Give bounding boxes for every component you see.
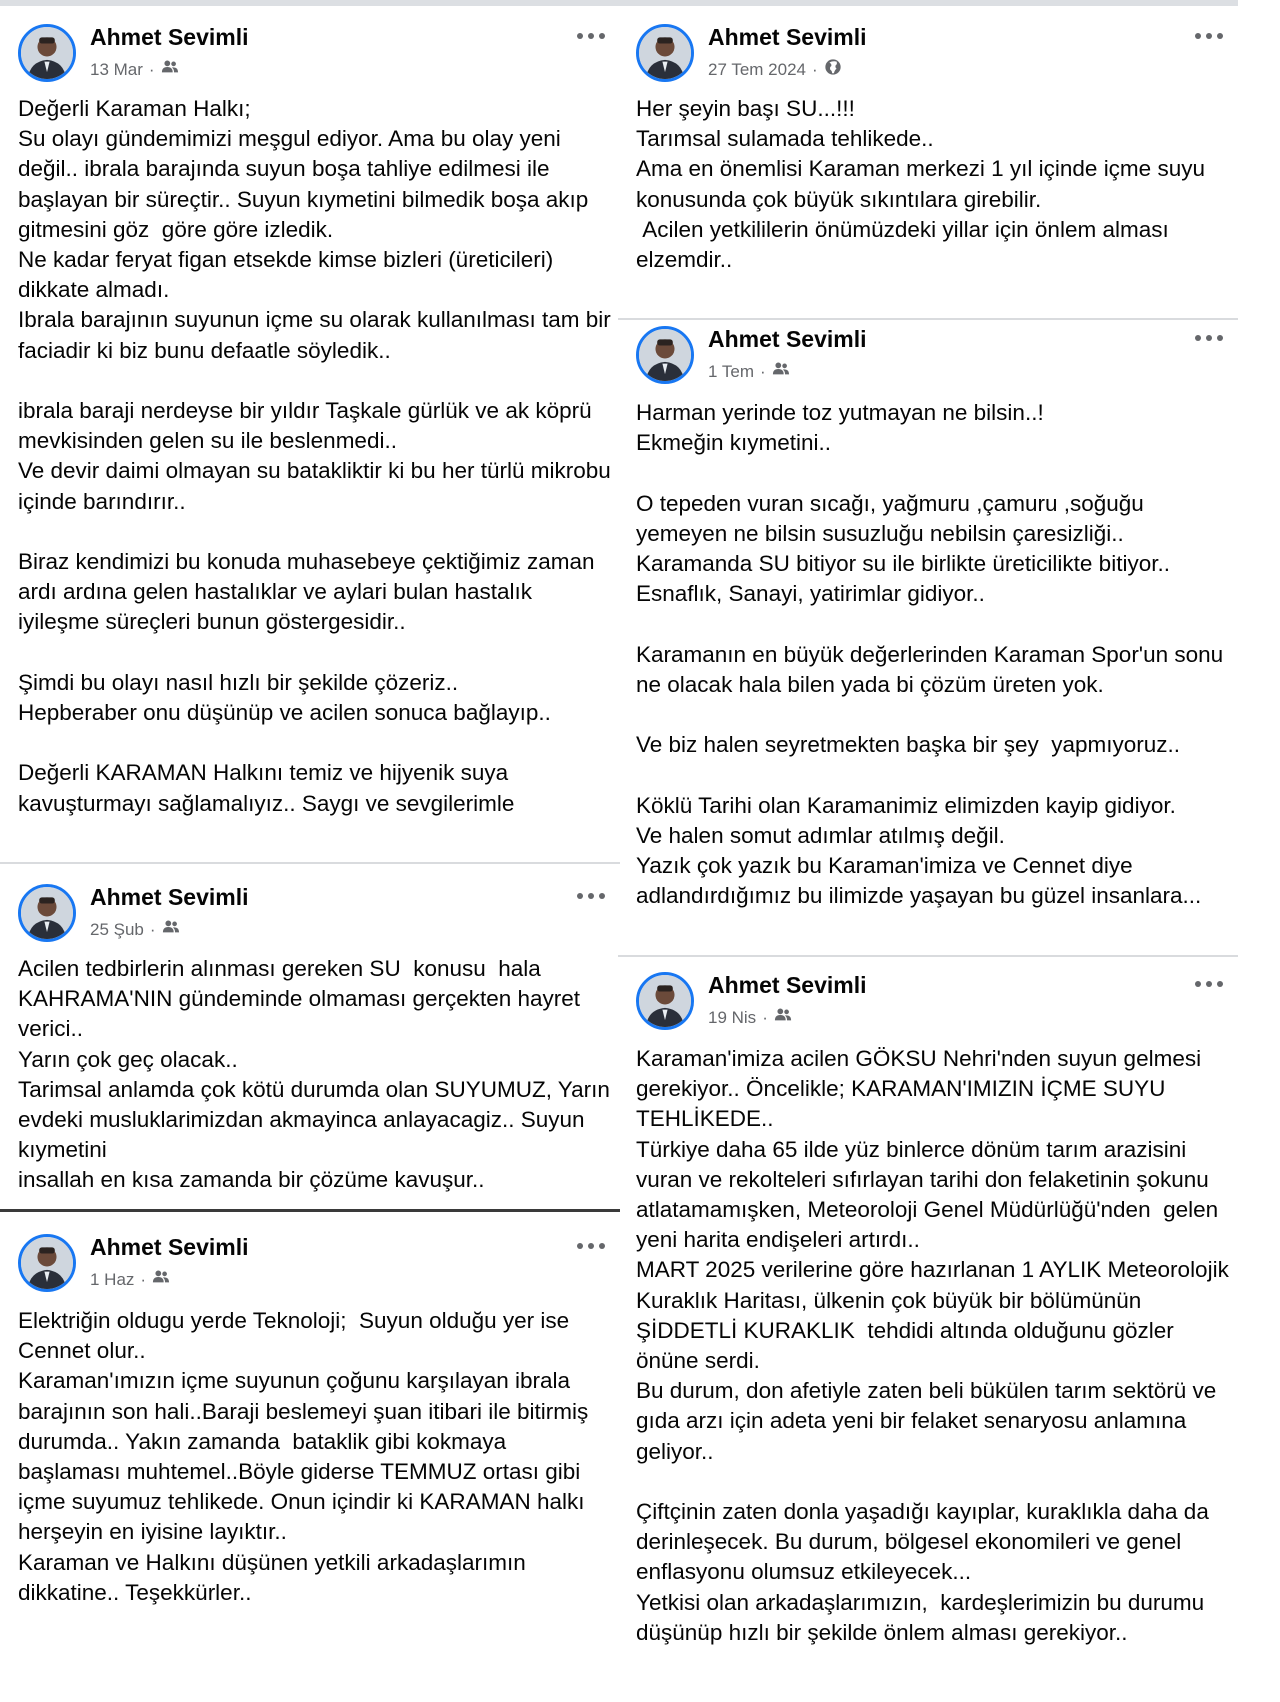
more-options-icon[interactable]	[574, 884, 608, 908]
post-date[interactable]: 27 Tem 2024	[708, 59, 806, 79]
post-card	[618, 302, 1238, 952]
author-name[interactable]: Ahmet Sevimli	[708, 972, 867, 998]
friends-icon	[161, 58, 179, 81]
post-meta: 13 Mar ·	[90, 58, 179, 81]
author-name[interactable]: Ahmet Sevimli	[708, 24, 867, 50]
friends-icon	[772, 360, 790, 383]
post-meta: 1 Tem ·	[708, 360, 790, 383]
post-meta: 25 Şub ·	[90, 918, 180, 941]
author-name[interactable]: Ahmet Sevimli	[90, 884, 249, 910]
post-text: Değerli Karaman Halkı; Su olayı gündemimizi meşgul ediyor. Ama bu olay yeni değil.. ibrala barajında suyun boşa tahliye edilmesi ile başlayan bir süreçtir.. Suyun kıymetini bilmedik boşa akıp gitmesini göz göre göre izledik. Ne kadar feryat figan etsekde kimse bizleri (üreticileri) dikkate almadı. Ibrala barajının suyunun içme su olarak kullanılması tam bir faciadir ki biz bunu defaatle söyledik.. ibrala baraji nerdeyse bir yıldır Taşkale gürlük ve ak köprü mevkisinden gelen su ile beslenmedi.. Ve devir daimi olmayan su batakliktir ki bu her türlü mikrobu içinde barındırır.. Biraz kendimizi bu konuda muhasebeye çektiğimiz zaman ardı ardına gelen hastalıklar ve aylari bulan hastalık iyileşme süreçleri bunun göstergesidir.. Şimdi bu olayı nasıl hızlı bir şekilde çözeriz.. Hepberaber onu düşünüp ve acilen sonuca bağlayıp.. Değerli KARAMAN Halkını temiz ve hijyenik suya kavuşturmayı sağlamalıyız.. Saygı ve sevgilerimle	[18, 96, 611, 816]
avatar[interactable]	[18, 24, 76, 82]
post-date[interactable]: 25 Şub	[90, 919, 144, 939]
post-card	[0, 860, 620, 1210]
post-date[interactable]: 19 Nis	[708, 1007, 757, 1027]
avatar[interactable]	[636, 972, 694, 1030]
post-card	[618, 948, 1238, 1698]
avatar[interactable]	[18, 1234, 76, 1292]
post-date[interactable]: 1 Tem	[708, 361, 754, 381]
author-name[interactable]: Ahmet Sevimli	[90, 24, 249, 50]
post-header	[18, 878, 608, 942]
friends-icon	[162, 918, 180, 941]
avatar[interactable]	[636, 326, 694, 384]
avatar[interactable]	[636, 24, 694, 82]
post-text: Her şeyin başı SU...!!! Tarımsal sulamada tehlikede.. Ama en önemlisi Karaman merkezi 1 yıl içinde içme suyu konusunda çok büyük sıkıntılara girebilir. Acilen yetkililerin önümüzdeki yillar için önlem alması elzemdir..	[636, 96, 1205, 273]
post-header	[636, 18, 1226, 82]
post-header	[636, 966, 1226, 1030]
more-options-icon[interactable]	[574, 24, 608, 48]
post-text: Harman yerinde toz yutmayan ne bilsin..! Ekmeğin kıymetini.. O tepeden vuran sıcağı, yağmuru ,çamuru ,soğuğu yemeyen ne bilsin susuzluğu nebilsin çaresizliği.. Karamanda SU bitiyor su ile birlikte üreticilikte bitiyor.. Esnaflık, Sanayi, yatirimlar gidiyor.. Karamanın en büyük değerlerinden Karaman Spor'un sonu ne olacak hala bilen yada bi çözüm üreten yok. Ve biz halen seyretmekten başka bir şey yapmıyoruz.. Köklü Tarihi olan Karamanimiz elimizden kayip gidiyor. Ve halen somut adımlar atılmış değil. Yazık çok yazık bu Karaman'imiza ve Cennet diye adlandırdığımız bu ilimizde yaşayan bu güzel insanlara...	[636, 400, 1224, 909]
post-text: Karaman'imiza acilen GÖKSU Nehri'nden suyun gelmesi gerekiyor.. Öncelikle; KARAMAN'IMIZIN İÇME SUYU TEHLİKEDE.. Türkiye daha 65 ilde yüz binlerce dönüm tarım arazisini vuran ve rekolteleri sıfırlayan tarihi don felaketinin şokunu atlatamamışken, Meteoroloji Genel Müdürlüğü'nden gelen yeni harita endişeleri artırdı.. MART 2025 verilerine göre hazırlanan 1 AYLIK Meteorolojik Kuraklık Haritası, ülkenin çok büyük bir bölümünün ŞİDDETLİ KURAKLIK tehdidi altında olduğunu gözler önüne serdi. Bu durum, don afetiyle zaten beli bükülen tarım sektörü ve gıda arzı için adeta yeni bir felaket senaryosu anlamına geliyor.. Çiftçinin zaten donla yaşadığı kayıplar, kuraklıkla daha da derinleşecek. Bu durum, bölgesel ekonomileri ve genel enflasyonu olumsuz etkileyecek... Yetkisi olan arkadaşlarımızın, kardeşlerimizin bu durumu düşünüp hızlı bir şekilde önlem alması gerekiyor..	[636, 1046, 1229, 1645]
more-options-icon[interactable]	[1192, 326, 1226, 350]
post-card	[0, 0, 620, 860]
more-options-icon[interactable]	[1192, 24, 1226, 48]
post-date[interactable]: 13 Mar	[90, 59, 143, 79]
globe-icon	[824, 58, 842, 81]
friends-icon	[774, 1006, 792, 1029]
post-header	[18, 18, 608, 82]
more-options-icon[interactable]	[1192, 972, 1226, 996]
post-header	[18, 1228, 608, 1292]
post-text: Elektriğin oldugu yerde Teknoloji; Suyun olduğu yer ise Cennet olur.. Karaman'ımızın içme suyunun çoğunu karşılayan ibrala barajının son hali..Baraji beslemeyi şuan itibari ile bitirmiş durumda.. Yakın zamanda bataklik gibi kokmaya başlaması muhtemel..Böyle giderse TEMMUZ ortası gibi içme suyumuz tehlikede. Onun içindir ki KARAMAN halkı herşeyin en iyisine layıktır.. Karaman ve Halkını düşünen yetkili arkadaşlarımın dikkatine.. Teşekkürler..	[18, 1308, 589, 1605]
author-name[interactable]: Ahmet Sevimli	[90, 1234, 249, 1260]
post-card	[618, 0, 1238, 318]
post-header	[636, 320, 1226, 384]
avatar[interactable]	[18, 884, 76, 942]
friends-icon	[152, 1268, 170, 1291]
post-card	[0, 1210, 620, 1690]
post-meta: 1 Haz ·	[90, 1268, 170, 1291]
post-meta: 19 Nis ·	[708, 1006, 792, 1029]
post-text: Acilen tedbirlerin alınması gereken SU konusu hala KAHRAMA'NIN gündeminde olmaması gerçekten hayret verici.. Yarın çok geç olacak.. Tarimsal anlamda çok kötü durumda olan SUYUMUZ, Yarın evdeki musluklarimizdan akmayinca anlayacagiz.. Suyun kıymetini insallah en kısa zamanda bir çözüme kavuşur..	[18, 956, 610, 1193]
post-date[interactable]: 1 Haz	[90, 1269, 135, 1289]
author-name[interactable]: Ahmet Sevimli	[708, 326, 867, 352]
post-meta: 27 Tem 2024 ·	[708, 58, 842, 81]
more-options-icon[interactable]	[574, 1234, 608, 1258]
